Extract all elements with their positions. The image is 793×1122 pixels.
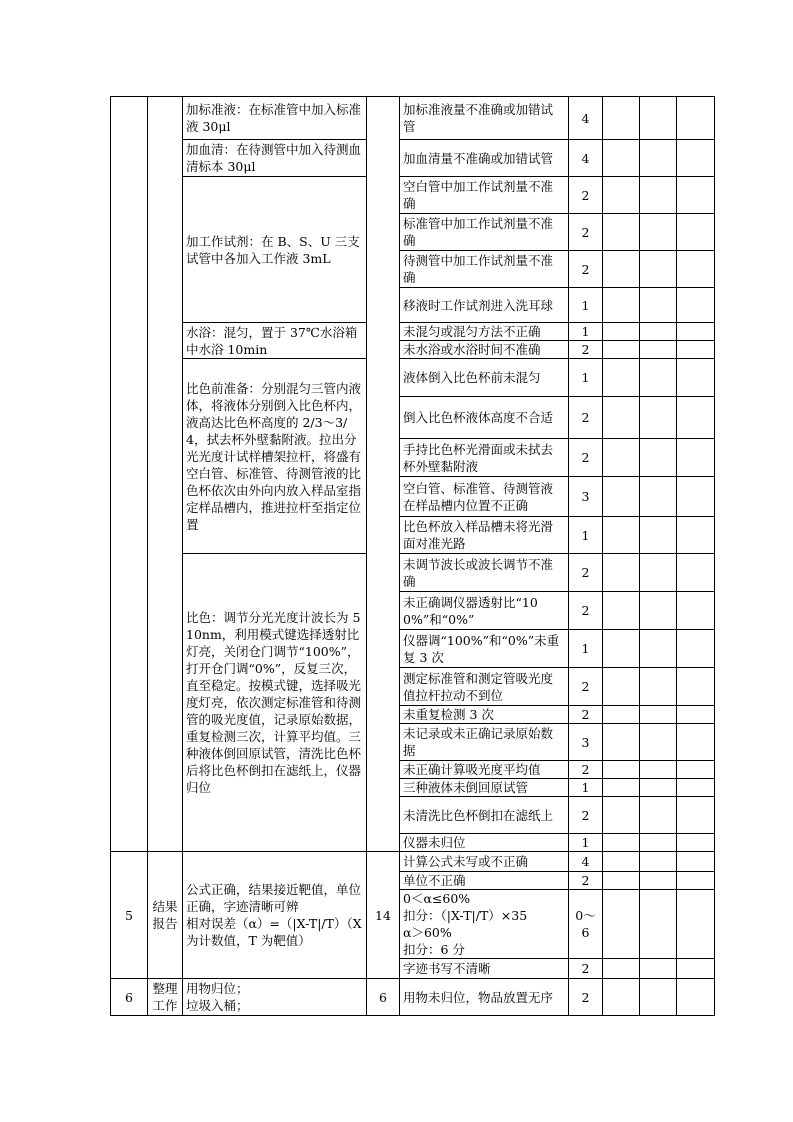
deduction-criterion-cell: 字迹书写不清晰: [400, 959, 569, 979]
blank-score-cell: [603, 477, 640, 517]
blank-score-cell: [640, 517, 677, 554]
blank-score-cell: [677, 668, 715, 706]
deduction-points-cell: 1: [569, 323, 603, 341]
blank-score-cell: [677, 834, 715, 852]
blank-score-cell: [640, 140, 677, 177]
blank-score-cell: [677, 890, 715, 959]
deduction-criterion-cell: 未重复检测 3 次: [400, 706, 569, 724]
deduction-criterion-cell: 空白管中加工作试剂量不准确: [400, 177, 569, 214]
step-description-cell: 比色前准备：分别混匀三管内液体，将液体分别倒入比色杯内，液高达比色杯高度的 2/3～3/4，拭去杯外壁黏附液。拉出分光光度计试样槽架拉杆，将盛有空白管、标准管、待测管液的比色杯依次由外向内放入样品室指定样品槽内，推进拉杆至指定位置: [183, 359, 367, 554]
table-row: [111, 979, 715, 1016]
blank-score-cell: [677, 140, 715, 177]
item-cell: 结果报告: [148, 852, 183, 979]
deduction-points-cell: 2: [569, 706, 603, 724]
blank-score-cell: [677, 341, 715, 359]
deduction-criterion-cell: 比色杯放入样品槽未将光滑面对准光路: [400, 517, 569, 554]
blank-score-cell: [677, 761, 715, 779]
deduction-points-cell: 4: [569, 97, 603, 140]
deduction-criterion-cell: 空白管、标准管、待测管液在样品槽内位置不正确: [400, 477, 569, 517]
blank-score-cell: [603, 397, 640, 439]
blank-score-cell: [677, 630, 715, 668]
deduction-points-cell: 2: [569, 668, 603, 706]
deduction-points-cell: 1: [569, 517, 603, 554]
table-row: [111, 554, 715, 592]
blank-score-cell: [677, 177, 715, 214]
blank-score-cell: [603, 97, 640, 140]
blank-score-cell: [640, 668, 677, 706]
deduction-criterion-cell: 未混匀或混匀方法不正确: [400, 323, 569, 341]
blank-score-cell: [603, 177, 640, 214]
step-description-cell: 加血清：在待测管中加入待测血清标本 30μl: [183, 140, 367, 177]
table-row: [111, 359, 715, 397]
blank-score-cell: [640, 439, 677, 477]
deduction-points-cell: 3: [569, 724, 603, 761]
deduction-criterion-cell: 未正确计算吸光度平均值: [400, 761, 569, 779]
blank-score-cell: [603, 554, 640, 592]
blank-score-cell: [603, 852, 640, 872]
deduction-points-cell: 2: [569, 592, 603, 630]
sequence-cell: 5: [111, 852, 148, 979]
blank-score-cell: [677, 251, 715, 288]
blank-score-cell: [640, 177, 677, 214]
blank-score-cell: [640, 890, 677, 959]
blank-score-cell: [603, 251, 640, 288]
deduction-criterion-cell: 未水浴或水浴时间不准确: [400, 341, 569, 359]
deduction-criterion-cell: 仪器未归位: [400, 834, 569, 852]
blank-score-cell: [677, 477, 715, 517]
blank-score-cell: [677, 439, 715, 477]
blank-score-cell: [603, 214, 640, 251]
blank-score-cell: [677, 797, 715, 834]
blank-score-cell: [603, 341, 640, 359]
deduction-points-cell: 2: [569, 177, 603, 214]
blank-score-cell: [677, 979, 715, 1016]
deduction-points-cell: 4: [569, 852, 603, 872]
deduction-points-cell: 2: [569, 439, 603, 477]
blank-score-cell: [640, 852, 677, 872]
blank-score-cell: [640, 477, 677, 517]
deduction-criterion-cell: 加血清量不准确或加错试管: [400, 140, 569, 177]
blank-score-cell: [603, 140, 640, 177]
sequence-cell: [111, 97, 148, 852]
deduction-points-cell: 2: [569, 872, 603, 890]
blank-score-cell: [640, 834, 677, 852]
blank-score-cell: [677, 852, 715, 872]
blank-score-cell: [677, 288, 715, 323]
blank-score-cell: [603, 761, 640, 779]
table-row: [111, 140, 715, 177]
blank-score-cell: [640, 554, 677, 592]
blank-score-cell: [677, 706, 715, 724]
blank-score-cell: [677, 214, 715, 251]
blank-score-cell: [640, 779, 677, 797]
score-cell: 6: [367, 979, 400, 1016]
blank-score-cell: [603, 959, 640, 979]
deduction-points-cell: 3: [569, 477, 603, 517]
blank-score-cell: [640, 359, 677, 397]
deduction-criterion-cell: 0＜α≤60% 扣分：（|X-T|/T）×35 α＞60% 扣分：6 分: [400, 890, 569, 959]
blank-score-cell: [640, 97, 677, 140]
blank-score-cell: [603, 706, 640, 724]
deduction-criterion-cell: 液体倒入比色杯前未混匀: [400, 359, 569, 397]
item-cell: [148, 97, 183, 852]
blank-score-cell: [640, 214, 677, 251]
blank-score-cell: [677, 554, 715, 592]
scoring-table: [110, 96, 715, 1016]
step-description-cell: 水浴：混匀，置于 37℃水浴箱中水浴 10min: [183, 323, 367, 359]
step-description-cell: 加工作试剂：在 B、S、U 三支试管中各加入工作液 3mL: [183, 177, 367, 323]
deduction-criterion-cell: 测定标准管和测定管吸光度值拉杆拉动不到位: [400, 668, 569, 706]
deduction-points-cell: 1: [569, 834, 603, 852]
deduction-criterion-cell: 未正确调仪器透射比“100%”和“0%”: [400, 592, 569, 630]
table-row: [111, 177, 715, 214]
deduction-criterion-cell: 未调节波长或波长调节不准确: [400, 554, 569, 592]
score-cell: 14: [367, 852, 400, 979]
blank-score-cell: [677, 517, 715, 554]
deduction-points-cell: 2: [569, 797, 603, 834]
blank-score-cell: [640, 251, 677, 288]
deduction-points-cell: 2: [569, 761, 603, 779]
deduction-criterion-cell: 手持比色杯光滑面或未拭去杯外壁黏附液: [400, 439, 569, 477]
blank-score-cell: [640, 341, 677, 359]
blank-score-cell: [603, 439, 640, 477]
deduction-points-cell: 0～6: [569, 890, 603, 959]
blank-score-cell: [640, 979, 677, 1016]
deduction-criterion-cell: 未清洗比色杯倒扣在滤纸上: [400, 797, 569, 834]
blank-score-cell: [677, 724, 715, 761]
blank-score-cell: [640, 288, 677, 323]
deduction-points-cell: 2: [569, 214, 603, 251]
blank-score-cell: [677, 359, 715, 397]
blank-score-cell: [603, 592, 640, 630]
deduction-points-cell: 2: [569, 251, 603, 288]
blank-score-cell: [677, 779, 715, 797]
deduction-points-cell: 1: [569, 288, 603, 323]
step-description-cell: 加标准液：在标准管中加入标准液 30μl: [183, 97, 367, 140]
deduction-criterion-cell: 待测管中加工作试剂量不准确: [400, 251, 569, 288]
deduction-criterion-cell: 标准管中加工作试剂量不准确: [400, 214, 569, 251]
blank-score-cell: [640, 959, 677, 979]
blank-score-cell: [640, 724, 677, 761]
blank-score-cell: [603, 668, 640, 706]
blank-score-cell: [640, 397, 677, 439]
deduction-points-cell: 2: [569, 341, 603, 359]
deduction-criterion-cell: 计算公式未写或不正确: [400, 852, 569, 872]
blank-score-cell: [603, 979, 640, 1016]
deduction-criterion-cell: 移液时工作试剂进入洗耳球: [400, 288, 569, 323]
deduction-criterion-cell: 单位不正确: [400, 872, 569, 890]
blank-score-cell: [603, 517, 640, 554]
blank-score-cell: [603, 359, 640, 397]
deduction-points-cell: 1: [569, 359, 603, 397]
blank-score-cell: [640, 630, 677, 668]
table-row: [111, 323, 715, 341]
blank-score-cell: [677, 97, 715, 140]
blank-score-cell: [677, 592, 715, 630]
blank-score-cell: [677, 323, 715, 341]
sequence-cell: 6: [111, 979, 148, 1016]
blank-score-cell: [677, 872, 715, 890]
deduction-criterion-cell: 用物未归位，物品放置无序: [400, 979, 569, 1016]
deduction-criterion-cell: 三种液体未倒回原试管: [400, 779, 569, 797]
blank-score-cell: [603, 890, 640, 959]
blank-score-cell: [640, 872, 677, 890]
deduction-points-cell: 1: [569, 779, 603, 797]
blank-score-cell: [603, 724, 640, 761]
blank-score-cell: [603, 779, 640, 797]
deduction-points-cell: 2: [569, 554, 603, 592]
deduction-points-cell: 2: [569, 397, 603, 439]
blank-score-cell: [677, 397, 715, 439]
blank-score-cell: [640, 323, 677, 341]
blank-score-cell: [640, 706, 677, 724]
score-cell: [367, 97, 400, 852]
deduction-criterion-cell: 倒入比色杯液体高度不合适: [400, 397, 569, 439]
step-description-cell: 公式正确，结果接近靶值，单位正确，字迹清晰可辨 相对误差（α）=（|X-T|/T）（X 为计数值，T 为靶值）: [183, 852, 367, 979]
blank-score-cell: [640, 797, 677, 834]
blank-score-cell: [603, 797, 640, 834]
deduction-points-cell: 4: [569, 140, 603, 177]
table-row: [111, 852, 715, 872]
deduction-criterion-cell: 仪器调“100%”和“0%”未重复 3 次: [400, 630, 569, 668]
blank-score-cell: [603, 323, 640, 341]
blank-score-cell: [603, 630, 640, 668]
blank-score-cell: [603, 288, 640, 323]
blank-score-cell: [677, 959, 715, 979]
item-cell: 整理工作: [148, 979, 183, 1016]
step-description-cell: 比色：调节分光光度计波长为 510nm，利用模式键选择透射比灯亮，关闭仓门调节“100%”，打开仓门调“0%”，反复三次，直至稳定。按模式键，选择吸光度灯亮，依次测定标准管和待测管的吸光度值，记录原始数据，重复检测三次，计算平均值。三种液体倒回原试管，清洗比色杯后将比色杯倒扣在滤纸上，仪器归位: [183, 554, 367, 852]
blank-score-cell: [603, 872, 640, 890]
table-row: [111, 97, 715, 140]
step-description-cell: 用物归位； 垃圾入桶；: [183, 979, 367, 1016]
deduction-points-cell: 1: [569, 630, 603, 668]
blank-score-cell: [603, 834, 640, 852]
deduction-criterion-cell: 加标准液量不准确或加错试管: [400, 97, 569, 140]
blank-score-cell: [640, 761, 677, 779]
deduction-points-cell: 2: [569, 959, 603, 979]
blank-score-cell: [640, 592, 677, 630]
deduction-criterion-cell: 未记录或未正确记录原始数据: [400, 724, 569, 761]
deduction-points-cell: 2: [569, 979, 603, 1016]
